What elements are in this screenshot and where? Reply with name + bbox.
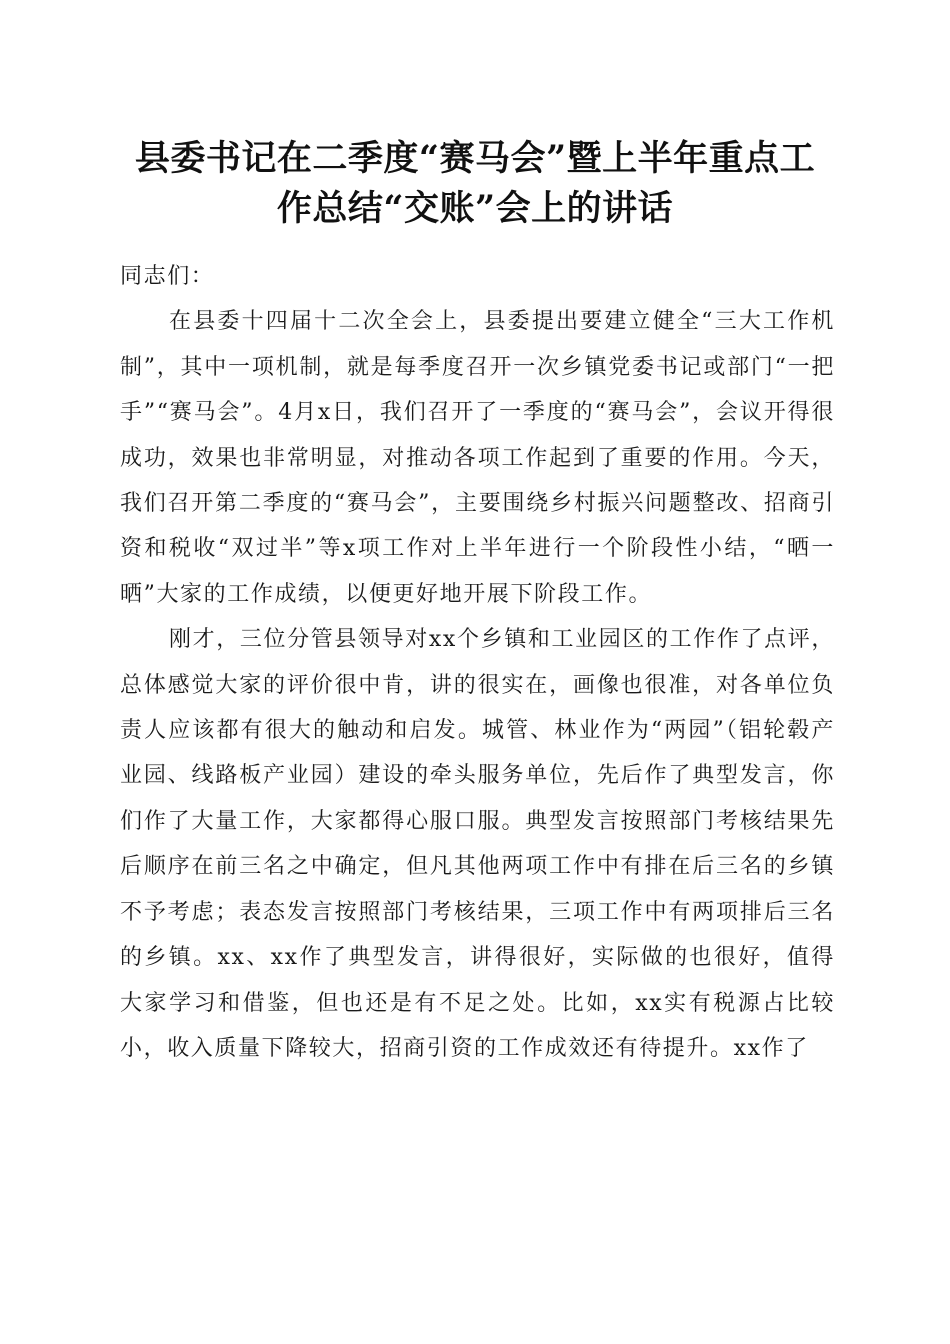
salutation: 同志们： xyxy=(120,264,215,289)
paragraph-1: 在县委十四届十二次全会上，县委提出要建立健全“三大工作机制”，其中一项机制，就是每季度召开一次乡镇党委书记或部门“一把手”“赛马会”。4月x日，我们召开了一季度的“赛马会”，会议开得很成功，效果也非常明显，对推动各项工作起到了重要的作用。今天，我们召开第二季度的“赛马会”，主要围绕乡村振兴问题整改、招商引资和税收“双过半”等x项工作对上半年进行一个阶段性小结，“晒一晒”大家的工作成绩，以便更好地开展下阶段工作。 xyxy=(120,309,835,607)
paragraph-2: 刚才，三位分管县领导对xx个乡镇和工业园区的工作作了点评，总体感觉大家的评价很中肯，讲的很实在，画像也很准，对各单位负责人应该都有很大的触动和启发。城管、林业作为“两园”（铝轮毂产业园、线路板产业园）建设的牵头服务单位，先后作了典型发言，你们作了大量工作，大家都得心服口服。典型发言按照部门考核结果先后顺序在前三名之中确定，但凡其他两项工作中有排在后三名的乡镇不予考虑；表态发言按照部门考核结果，三项工作中有两项排后三名的乡镇。xx、xx作了典型发言，讲得很好，实际做的也很好，值得大家学习和借鉴，但也还是有不足之处。比如，xx实有税源占比较小，收入质量下降较大，招商引资的工作成效还有待提升。xx作了 xyxy=(120,627,835,1061)
title-line-1: 县委书记在二季度“赛马会”暨上半年重点工 xyxy=(134,138,816,179)
title-line-2: 作总结“交账”会上的讲话 xyxy=(276,188,674,229)
page-title xyxy=(100,134,850,234)
document-body xyxy=(120,254,835,1071)
